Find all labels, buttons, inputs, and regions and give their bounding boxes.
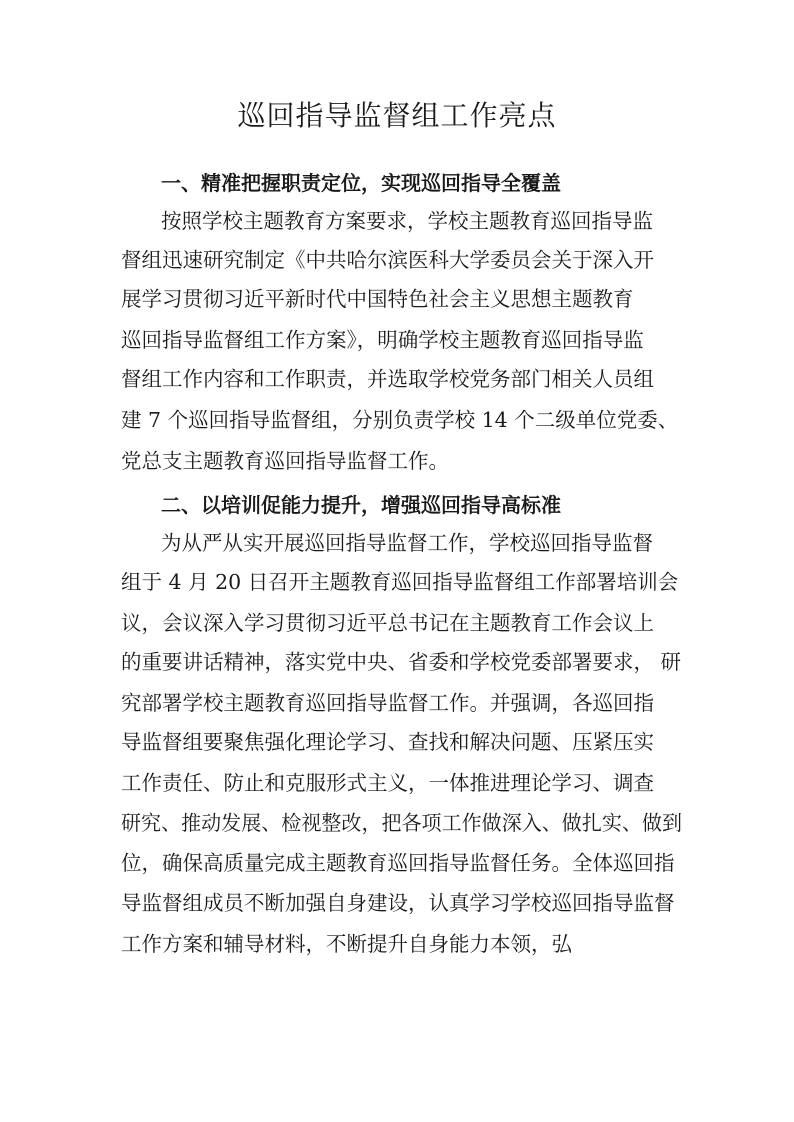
paragraph-line: 工作方案和辅导材料，不断提升自身能力本领，弘	[121, 932, 572, 956]
paragraph-line: 展学习贯彻习近平新时代中国特色社会主义思想主题教育	[121, 287, 634, 311]
paragraph-line: 建 7 个巡回指导监督组，分别负责学校 14 个二级单位党委、	[121, 408, 679, 432]
page-title: 巡回指导监督组工作亮点	[237, 99, 557, 132]
section-heading-2: 二、以培训促能力提升，增强巡回指导高标准	[161, 493, 561, 517]
section-heading-1: 一、精准把握职责定位，实现巡回指导全覆盖	[161, 171, 561, 195]
paragraph-line: 为从严从实开展巡回指导监督工作，学校巡回指导监督	[161, 531, 653, 555]
paragraph-line: 议，会议深入学习贯彻习近平总书记在主题教育工作会议上	[121, 611, 654, 635]
paragraph-line: 督组工作内容和工作职责，并选取学校党务部门相关人员组	[121, 367, 654, 391]
paragraph-line: 究部署学校主题教育巡回指导监督工作。并强调，各巡回指	[121, 691, 654, 715]
paragraph-line: 按照学校主题教育方案要求，学校主题教育巡回指导监	[161, 209, 653, 233]
paragraph-line: 组于 4 月 20 日召开主题教育巡回指导监督组工作部署培训会	[121, 570, 679, 594]
paragraph-line: 工作责任、防止和克服形式主义，一体推进理论学习、调查	[121, 771, 654, 795]
paragraph-line: 导监督组要聚焦强化理论学习、查找和解决问题、压紧压实	[121, 730, 654, 754]
paragraph-line: 党总支主题教育巡回指导监督工作。	[121, 449, 449, 473]
paragraph-line: 位，确保高质量完成主题教育巡回指导监督任务。全体巡回指	[121, 851, 675, 875]
paragraph-line: 导监督组成员不断加强自身建设，认真学习学校巡回指导监督	[121, 891, 675, 915]
paragraph-line: 督组迅速研究制定《中共哈尔滨医科大学委员会关于深入开	[121, 248, 654, 272]
paragraph-line: 巡回指导监督组工作方案》，明确学校主题教育巡回指导监	[121, 328, 644, 352]
paragraph-line: 的重要讲话精神，落实党中央、省委和学校党委部署要求， 研	[121, 650, 682, 674]
paragraph-line: 研究、推动发展、检视整改，把各项工作做深入、做扎实、做到	[121, 811, 683, 835]
